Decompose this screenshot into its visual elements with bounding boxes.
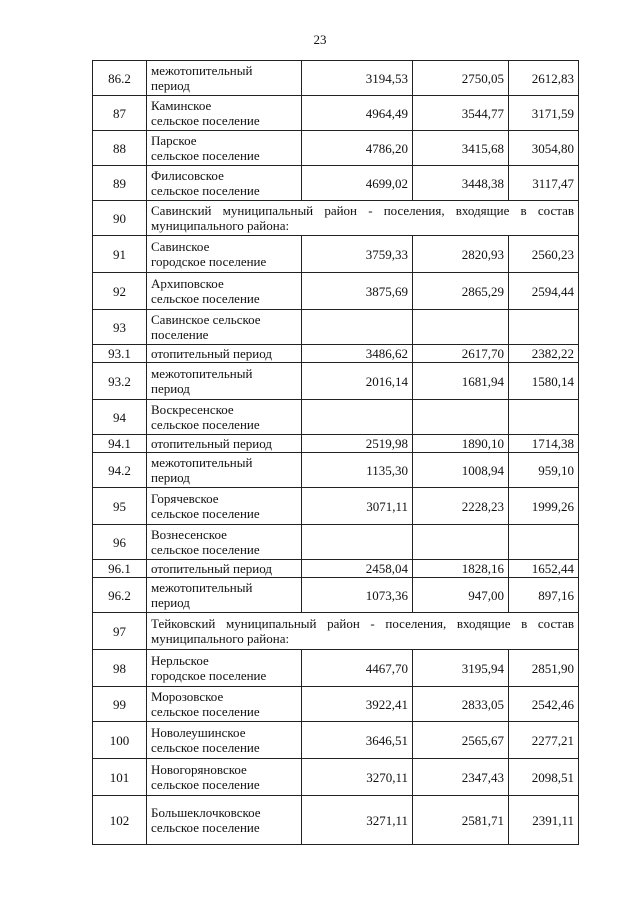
row-number: 88 bbox=[93, 131, 147, 166]
value-col-3 bbox=[509, 525, 579, 560]
settlement-name-line: отопительный период bbox=[151, 561, 272, 576]
settlement-name-line: межотопительный bbox=[151, 455, 253, 470]
settlement-name-line: Нерльское bbox=[151, 653, 209, 668]
settlement-name-line: сельское поселение bbox=[151, 740, 260, 755]
settlement-name bbox=[147, 435, 302, 453]
settlement-name bbox=[147, 96, 302, 131]
value-col-2: 3544,77 bbox=[413, 96, 509, 131]
table-row bbox=[93, 131, 579, 166]
table-row bbox=[93, 453, 579, 488]
page-number: 23 bbox=[313, 32, 327, 47]
row-number: 87 bbox=[93, 96, 147, 131]
settlement-name-line: Вознесенское bbox=[151, 527, 227, 542]
settlement-name bbox=[147, 273, 302, 310]
value-col-3: 3171,59 bbox=[509, 96, 579, 131]
settlement-name bbox=[147, 525, 302, 560]
settlement-name-line: Каминское bbox=[151, 98, 212, 113]
row-number: 91 bbox=[93, 236, 147, 273]
value-col-3: 1652,44 bbox=[509, 560, 579, 578]
row-number: 97 bbox=[93, 613, 147, 650]
table-row bbox=[93, 273, 579, 310]
value-col-3: 2277,21 bbox=[509, 722, 579, 759]
value-col-1: 3071,11 bbox=[302, 488, 413, 525]
value-col-3: 2851,90 bbox=[509, 650, 579, 687]
settlement-name-line: межотопительный bbox=[151, 63, 253, 78]
value-col-3: 2098,51 bbox=[509, 759, 579, 796]
settlement-name bbox=[147, 453, 302, 488]
settlement-name bbox=[147, 236, 302, 273]
value-col-3: 897,16 bbox=[509, 578, 579, 613]
value-col-3: 2391,11 bbox=[509, 796, 579, 845]
settlement-name-line: период bbox=[151, 381, 190, 396]
row-number: 90 bbox=[93, 201, 147, 236]
settlement-name bbox=[147, 166, 302, 201]
settlement-name-line: межотопительный bbox=[151, 580, 253, 595]
value-col-1: 3270,11 bbox=[302, 759, 413, 796]
table-body bbox=[93, 61, 579, 845]
settlement-name-line: отопительный период bbox=[151, 346, 272, 361]
table-row bbox=[93, 345, 579, 363]
settlement-name-line: Савинское bbox=[151, 239, 210, 254]
value-col-1: 3194,53 bbox=[302, 61, 413, 96]
settlement-name bbox=[147, 310, 302, 345]
value-col-2 bbox=[413, 400, 509, 435]
table-row bbox=[93, 236, 579, 273]
settlement-name-line: сельское поселение bbox=[151, 542, 260, 557]
value-col-1: 4699,02 bbox=[302, 166, 413, 201]
value-col-2: 2833,05 bbox=[413, 687, 509, 722]
value-col-3: 1999,26 bbox=[509, 488, 579, 525]
row-number: 100 bbox=[93, 722, 147, 759]
row-number: 96.2 bbox=[93, 578, 147, 613]
value-col-1: 3922,41 bbox=[302, 687, 413, 722]
settlement-name bbox=[147, 560, 302, 578]
settlement-name bbox=[147, 722, 302, 759]
row-number: 101 bbox=[93, 759, 147, 796]
settlement-name-line: сельское поселение bbox=[151, 148, 260, 163]
row-number: 94.1 bbox=[93, 435, 147, 453]
row-number: 99 bbox=[93, 687, 147, 722]
settlement-name bbox=[147, 650, 302, 687]
table-row bbox=[93, 435, 579, 453]
settlement-name-line: сельское поселение bbox=[151, 417, 260, 432]
settlement-name bbox=[147, 578, 302, 613]
table-row bbox=[93, 578, 579, 613]
settlement-name-line: Филисовское bbox=[151, 168, 224, 183]
table-row bbox=[93, 613, 579, 650]
value-col-1 bbox=[302, 400, 413, 435]
row-number: 89 bbox=[93, 166, 147, 201]
row-number: 86.2 bbox=[93, 61, 147, 96]
value-col-1: 3759,33 bbox=[302, 236, 413, 273]
row-number: 93.1 bbox=[93, 345, 147, 363]
row-number: 98 bbox=[93, 650, 147, 687]
settlement-name-line: период bbox=[151, 78, 190, 93]
settlement-name bbox=[147, 687, 302, 722]
table-row bbox=[93, 363, 579, 400]
value-col-1: 3646,51 bbox=[302, 722, 413, 759]
value-col-1: 4786,20 bbox=[302, 131, 413, 166]
value-col-2: 1890,10 bbox=[413, 435, 509, 453]
settlement-name-line: Архиповское bbox=[151, 276, 224, 291]
value-col-3: 3117,47 bbox=[509, 166, 579, 201]
value-col-2: 1008,94 bbox=[413, 453, 509, 488]
table-row bbox=[93, 759, 579, 796]
settlement-name-line: Морозовское bbox=[151, 689, 224, 704]
value-col-1: 1073,36 bbox=[302, 578, 413, 613]
district-heading: Тейковский муниципальный район - поселения, входящие в состав муниципального района: bbox=[147, 613, 579, 650]
value-col-1: 1135,30 bbox=[302, 453, 413, 488]
settlement-name-line: сельское поселение bbox=[151, 506, 260, 521]
settlement-name-line: Новолеушинское bbox=[151, 725, 246, 740]
value-col-1: 2016,14 bbox=[302, 363, 413, 400]
value-col-2: 3415,68 bbox=[413, 131, 509, 166]
settlement-name-line: период bbox=[151, 470, 190, 485]
settlement-name-line: сельское поселение bbox=[151, 820, 260, 835]
settlement-name bbox=[147, 345, 302, 363]
value-col-1: 3271,11 bbox=[302, 796, 413, 845]
value-col-3 bbox=[509, 400, 579, 435]
row-number: 96 bbox=[93, 525, 147, 560]
table-row bbox=[93, 96, 579, 131]
table-row bbox=[93, 796, 579, 845]
settlement-name-line: сельское поселение bbox=[151, 777, 260, 792]
table-row bbox=[93, 488, 579, 525]
row-number: 94 bbox=[93, 400, 147, 435]
settlement-name-line: межотопительный bbox=[151, 366, 253, 381]
table-row bbox=[93, 650, 579, 687]
row-number: 93 bbox=[93, 310, 147, 345]
value-col-2: 2820,93 bbox=[413, 236, 509, 273]
settlement-name bbox=[147, 400, 302, 435]
value-col-3: 2594,44 bbox=[509, 273, 579, 310]
table-row bbox=[93, 400, 579, 435]
district-heading: Савинский муниципальный район - поселения, входящие в состав муниципального района: bbox=[147, 201, 579, 236]
value-col-2: 2565,67 bbox=[413, 722, 509, 759]
row-number: 93.2 bbox=[93, 363, 147, 400]
settlement-name-line: городское поселение bbox=[151, 668, 267, 683]
row-number: 96.1 bbox=[93, 560, 147, 578]
value-col-2 bbox=[413, 310, 509, 345]
value-col-1: 4964,49 bbox=[302, 96, 413, 131]
settlement-name-line: сельское поселение bbox=[151, 183, 260, 198]
tariff-table bbox=[92, 60, 579, 845]
value-col-2: 3195,94 bbox=[413, 650, 509, 687]
table-row bbox=[93, 525, 579, 560]
value-col-2: 2347,43 bbox=[413, 759, 509, 796]
settlement-name-line: Савинское сельское bbox=[151, 312, 261, 327]
value-col-3: 2560,23 bbox=[509, 236, 579, 273]
settlement-name bbox=[147, 363, 302, 400]
table-row bbox=[93, 560, 579, 578]
table-row bbox=[93, 166, 579, 201]
settlement-name-line: Горячевское bbox=[151, 491, 219, 506]
value-col-2: 1681,94 bbox=[413, 363, 509, 400]
value-col-3: 1714,38 bbox=[509, 435, 579, 453]
value-col-1: 2458,04 bbox=[302, 560, 413, 578]
settlement-name bbox=[147, 131, 302, 166]
value-col-2: 2581,71 bbox=[413, 796, 509, 845]
value-col-2: 2228,23 bbox=[413, 488, 509, 525]
value-col-2: 2617,70 bbox=[413, 345, 509, 363]
value-col-1: 3486,62 bbox=[302, 345, 413, 363]
row-number: 94.2 bbox=[93, 453, 147, 488]
value-col-2: 2865,29 bbox=[413, 273, 509, 310]
value-col-1: 2519,98 bbox=[302, 435, 413, 453]
value-col-2 bbox=[413, 525, 509, 560]
settlement-name bbox=[147, 796, 302, 845]
row-number: 92 bbox=[93, 273, 147, 310]
settlement-name-line: Новогоряновское bbox=[151, 762, 247, 777]
settlement-name bbox=[147, 61, 302, 96]
table-row bbox=[93, 310, 579, 345]
value-col-2: 2750,05 bbox=[413, 61, 509, 96]
value-col-3: 1580,14 bbox=[509, 363, 579, 400]
settlement-name-line: Парское bbox=[151, 133, 197, 148]
table-row bbox=[93, 61, 579, 96]
settlement-name-line: поселение bbox=[151, 327, 209, 342]
settlement-name bbox=[147, 759, 302, 796]
settlement-name bbox=[147, 488, 302, 525]
table-row bbox=[93, 722, 579, 759]
settlement-name-line: отопительный период bbox=[151, 436, 272, 451]
value-col-2: 947,00 bbox=[413, 578, 509, 613]
value-col-1 bbox=[302, 310, 413, 345]
value-col-3: 2612,83 bbox=[509, 61, 579, 96]
value-col-3: 3054,80 bbox=[509, 131, 579, 166]
value-col-3: 959,10 bbox=[509, 453, 579, 488]
settlement-name-line: Воскресенское bbox=[151, 402, 234, 417]
table-row bbox=[93, 201, 579, 236]
row-number: 102 bbox=[93, 796, 147, 845]
table-row bbox=[93, 687, 579, 722]
value-col-2: 3448,38 bbox=[413, 166, 509, 201]
settlement-name-line: сельское поселение bbox=[151, 113, 260, 128]
value-col-2: 1828,16 bbox=[413, 560, 509, 578]
settlement-name-line: период bbox=[151, 595, 190, 610]
value-col-1 bbox=[302, 525, 413, 560]
value-col-1: 3875,69 bbox=[302, 273, 413, 310]
value-col-3 bbox=[509, 310, 579, 345]
row-number: 95 bbox=[93, 488, 147, 525]
value-col-3: 2382,22 bbox=[509, 345, 579, 363]
value-col-3: 2542,46 bbox=[509, 687, 579, 722]
settlement-name-line: Большеклочковское bbox=[151, 805, 261, 820]
settlement-name-line: городское поселение bbox=[151, 254, 267, 269]
value-col-1: 4467,70 bbox=[302, 650, 413, 687]
settlement-name-line: сельское поселение bbox=[151, 291, 260, 306]
settlement-name-line: сельское поселение bbox=[151, 704, 260, 719]
